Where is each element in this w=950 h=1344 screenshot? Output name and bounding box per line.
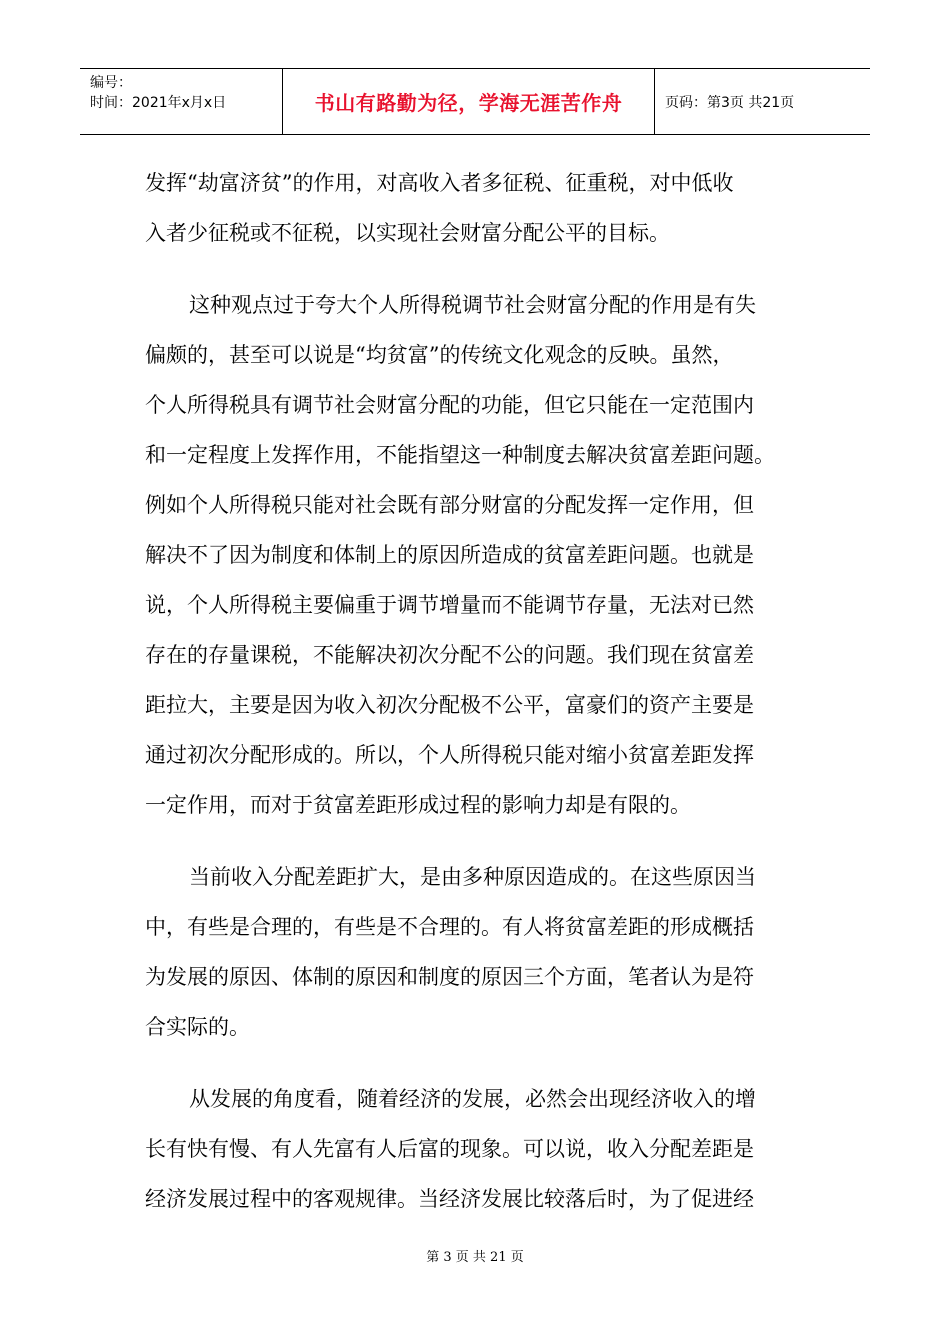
page-header (80, 68, 870, 135)
text-line: 个人所得税具有调节社会财富分配的功能，但它只能在一定范围内 (145, 393, 754, 417)
text-line: 说，个人所得税主要偏重于调节增量而不能调节存量，无法对已然 (145, 593, 754, 617)
text-line: 为发展的原因、体制的原因和制度的原因三个方面，笔者认为是符 (145, 965, 754, 989)
text-line: 通过初次分配形成的。所以，个人所得税只能对缩小贫富差距发挥 (145, 743, 754, 767)
text-line: 解决不了因为制度和体制上的原因所造成的贫富差距问题。也就是 (145, 543, 754, 567)
document-number-label: 编号： (90, 75, 132, 91)
text-line: 和一定程度上发挥作用，不能指望这一种制度去解决贫富差距问题。 (145, 443, 775, 467)
text-line: 这种观点过于夸大个人所得税调节社会财富分配的作用是有失 (189, 293, 756, 317)
text-line: 发挥“劫富济贫”的作用，对高收入者多征税、征重税，对中低收 (145, 171, 734, 195)
text-line: 存在的存量课税，不能解决初次分配不公的问题。我们现在贫富差 (145, 643, 754, 667)
document-time-label: 时间：2021年x月x日 (90, 95, 227, 111)
paragraph-gap (145, 1052, 810, 1074)
text-line: 一定作用，而对于贫富差距形成过程的影响力却是有限的。 (145, 793, 691, 817)
text-line: 偏颇的，甚至可以说是“均贫富”的传统文化观念的反映。虽然， (145, 343, 734, 367)
paragraph-gap (145, 258, 810, 280)
paragraph-gap (145, 830, 810, 852)
page-footer: 第 3 页 共 21 页 (426, 1250, 524, 1265)
text-line: 长有快有慢、有人先富有人后富的现象。可以说，收入分配差距是 (145, 1137, 754, 1161)
text-line: 中，有些是合理的，有些是不合理的。有人将贫富差距的形成概括 (145, 915, 754, 939)
text-line: 当前收入分配差距扩大，是由多种原因造成的。在这些原因当 (189, 865, 756, 889)
header-page-info: 页码：第3页 共21页 (665, 94, 795, 111)
text-line: 例如个人所得税只能对社会既有部分财富的分配发挥一定作用，但 (145, 493, 754, 517)
text-line: 从发展的角度看，随着经济的发展，必然会出现经济收入的增 (189, 1087, 756, 1111)
text-line: 经济发展过程中的客观规律。当经济发展比较落后时，为了促进经 (145, 1187, 754, 1211)
text-line: 距拉大，主要是因为收入初次分配极不公平，富豪们的资产主要是 (145, 693, 754, 717)
document-body (145, 158, 810, 1224)
header-meta (80, 69, 283, 134)
text-line: 合实际的。 (145, 1015, 250, 1039)
text-line: 入者少征税或不征税，以实现社会财富分配公平的目标。 (145, 221, 670, 245)
header-motto: 书山有路勤为径，学海无涯苦作舟 (283, 69, 655, 134)
